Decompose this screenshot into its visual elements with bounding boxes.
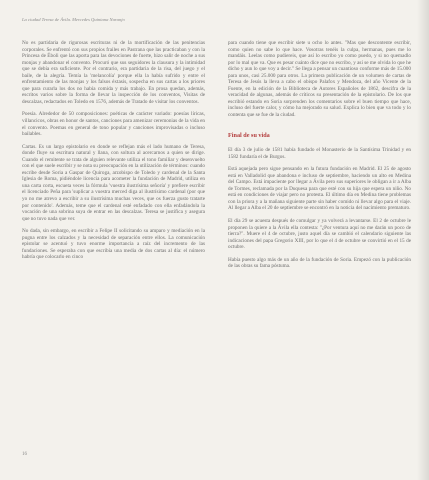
paragraph-soria: Había puesto algo más de un año de la fundación de Soria. Empezó con la publicación de las obras su fama póstuma. <box>228 256 411 270</box>
page-number: 16 <box>22 452 27 457</box>
paragraph-poesia: Poesía. Alrededor de 50 composiciones: poéticas de carácter variado: poesías líricas, villancicos, obras en honor de santos, canciones para amenizar ceremonias de la vida en el convento. Poemas en general de tono popular y canciones improvisadas o incluso bailables. <box>22 111 205 138</box>
section-heading: Final de su vida <box>228 131 270 139</box>
paragraph-felipe: No dada, sin embargo, en escribir a Felipe II solicitando su amparo y mediación en la pugna entre los calzados y la necesidad de separación entre ellos. La comunicación epistolar se acentuó y tuvo enorme importancia a raíz del incremento de las fundaciones. Se esperaba con que escribía una media de dos cartas al día: el número habría que colocarlo en cinco <box>22 228 205 261</box>
paragraph-continuation: para cuando tiene que escribir siete u ocho lo antes. "Mas que descontente escribir, como quien no sabe lo que hace. Vosotras tenéis la culpa, hermanas, pues me lo mandáis. Leelas como pudiereis, que así lo escribo yo como puedo, y si no quemadlo por lo mal que va. Que es pesar cuánto dice que no escribo, y así se me olvida lo que he dicho y aun lo que voy a decir." Se llega a pensar un cuantioso conforme más de 15.000 para unos, casi 25.000 para otros. La primera publicación de un volumen de cartas de Teresa de Jesús la lleva a cabo el obispo Palafox y Mendoza, del año Vicente de la Fuente, en la edición de la Biblioteca de Autores Españoles de 1862, descifra de la veracidad de algunas, además de críticos su presentación de la epistolario. De los que escribió estando en Soria sorprenden los comentarios sobre el buen tiempo que hace, incluso del fuerte calor, y cómo ha mejorado su salud. Explica lo bien que va todo y lo contenta que se fue de la ciudad. <box>228 40 411 119</box>
left-column <box>22 40 205 267</box>
paragraph-fundacion: El día 3 de julio de 1581 había fundado el Monasterio de la Santísima Trinidad y en 1582 fundaría el de Burgos. <box>228 147 411 160</box>
running-head: La ciudad Teresa de Ávila. Mercedes Quintana Naranjo <box>22 17 125 22</box>
paragraph-prose: No es partidaria de rigurosas escrituras ni de la mortificación de las penitencias corporales. Se enfrentó con sus propios frailes en Pastrana que las practicaban y con la Princesa de Éboli que las aporta para las devociones de fuerte, hizo salir de noche a sus monjas y abandonar el convento. Procuró que sus seguidores la clausura y la intimidad que se debía era suficiente. Por el contrario, era partidaria de la risa, del juego y el baile, de la alegría. Temía la 'melancolía' porque ella la había sufrido y entre el enfrentamiento de las monjas y los falsos éxtasis, sospecha en sus cartas a los priores que para curarla los dos no había comida y más trabajo. En prosa quedan, además, escritos varios sobre la forma de llevar la inspección de los conventos, Visitas de descalzas, redactados en Toledo en 1576, además de Tratado de visitar los conventos. <box>22 40 205 105</box>
right-column <box>228 40 411 276</box>
paragraph-muerte: El día 29 se acuesta después de comulgar y ya volverá a levantarse. El 2 de octubre le proponen la quiere a la Ávila ella contesta: "¿Por ventura aquí no me darán un poco de tierra?". Muere el 4 de octubre, justo aquel día se cambió el calendario siguiente las indicaciones del papa Gregorio XIII, por lo que el 4 de octubre se convirtió en el 15 de octubre. <box>228 218 411 251</box>
paragraph-madrid: Está aquejada pero sigue pensando en la futura fundación en Madrid. El 25 de agosto está en Valladolid que abandona e incluso de septiembre, haciendo un alto en Medina del Campo. Está impaciente por llegar a Ávila pero sus superiores le obligan a ir a Alba de Tormes, reclamada por la Duquesa para que esté con su hija que espera un niño. No está en condiciones de viajar pero no protesta. El último día en Medina tiene problemas con la priora y a la mañana siguiente parte sin haber comido ni llevar algo para el viaje. Al llegar a Alba el 20 de septiembre se encontró en la noticia del nacimiento prematuro. <box>228 166 411 212</box>
paragraph-cartas: Cartas. Es un largo epistolario en donde se reflejan más el lado humano de Teresa, donde fluye su escritura natural y llana, con soltura al acercarnos a quien se dirige. Cuando el remitente se trata de alguien relevante utiliza el tono familiar y desenvuelto con el que suele escribir y se nota su preocupación en la utilización de términos: cuando escribe desde Soria a Gaspar de Quiroga, arzobispo de Toledo y cardenal de la Santa Iglesia de Roma, pidiéndole licencia para acometer la fundación de Madrid, utiliza en una carta corta, escueta veces la fórmula 'vuestra ilustrísima señoría' y prefiere escribir el licenciado Peña para 'suplicar a vuestra merced diga al ilustrísimo cardenal (por que yo no me atrevo a escribir a su ilustrísima muchas veces, que os fuerza gusto tratarte por contenido'. Además, teme que el cardenal esté enfadado con ella enfadándola la vocación de una sobrina suya de entrar en las descalzas. Teresa se justifica y asegura que no tuvo nada que ver. <box>22 143 205 222</box>
